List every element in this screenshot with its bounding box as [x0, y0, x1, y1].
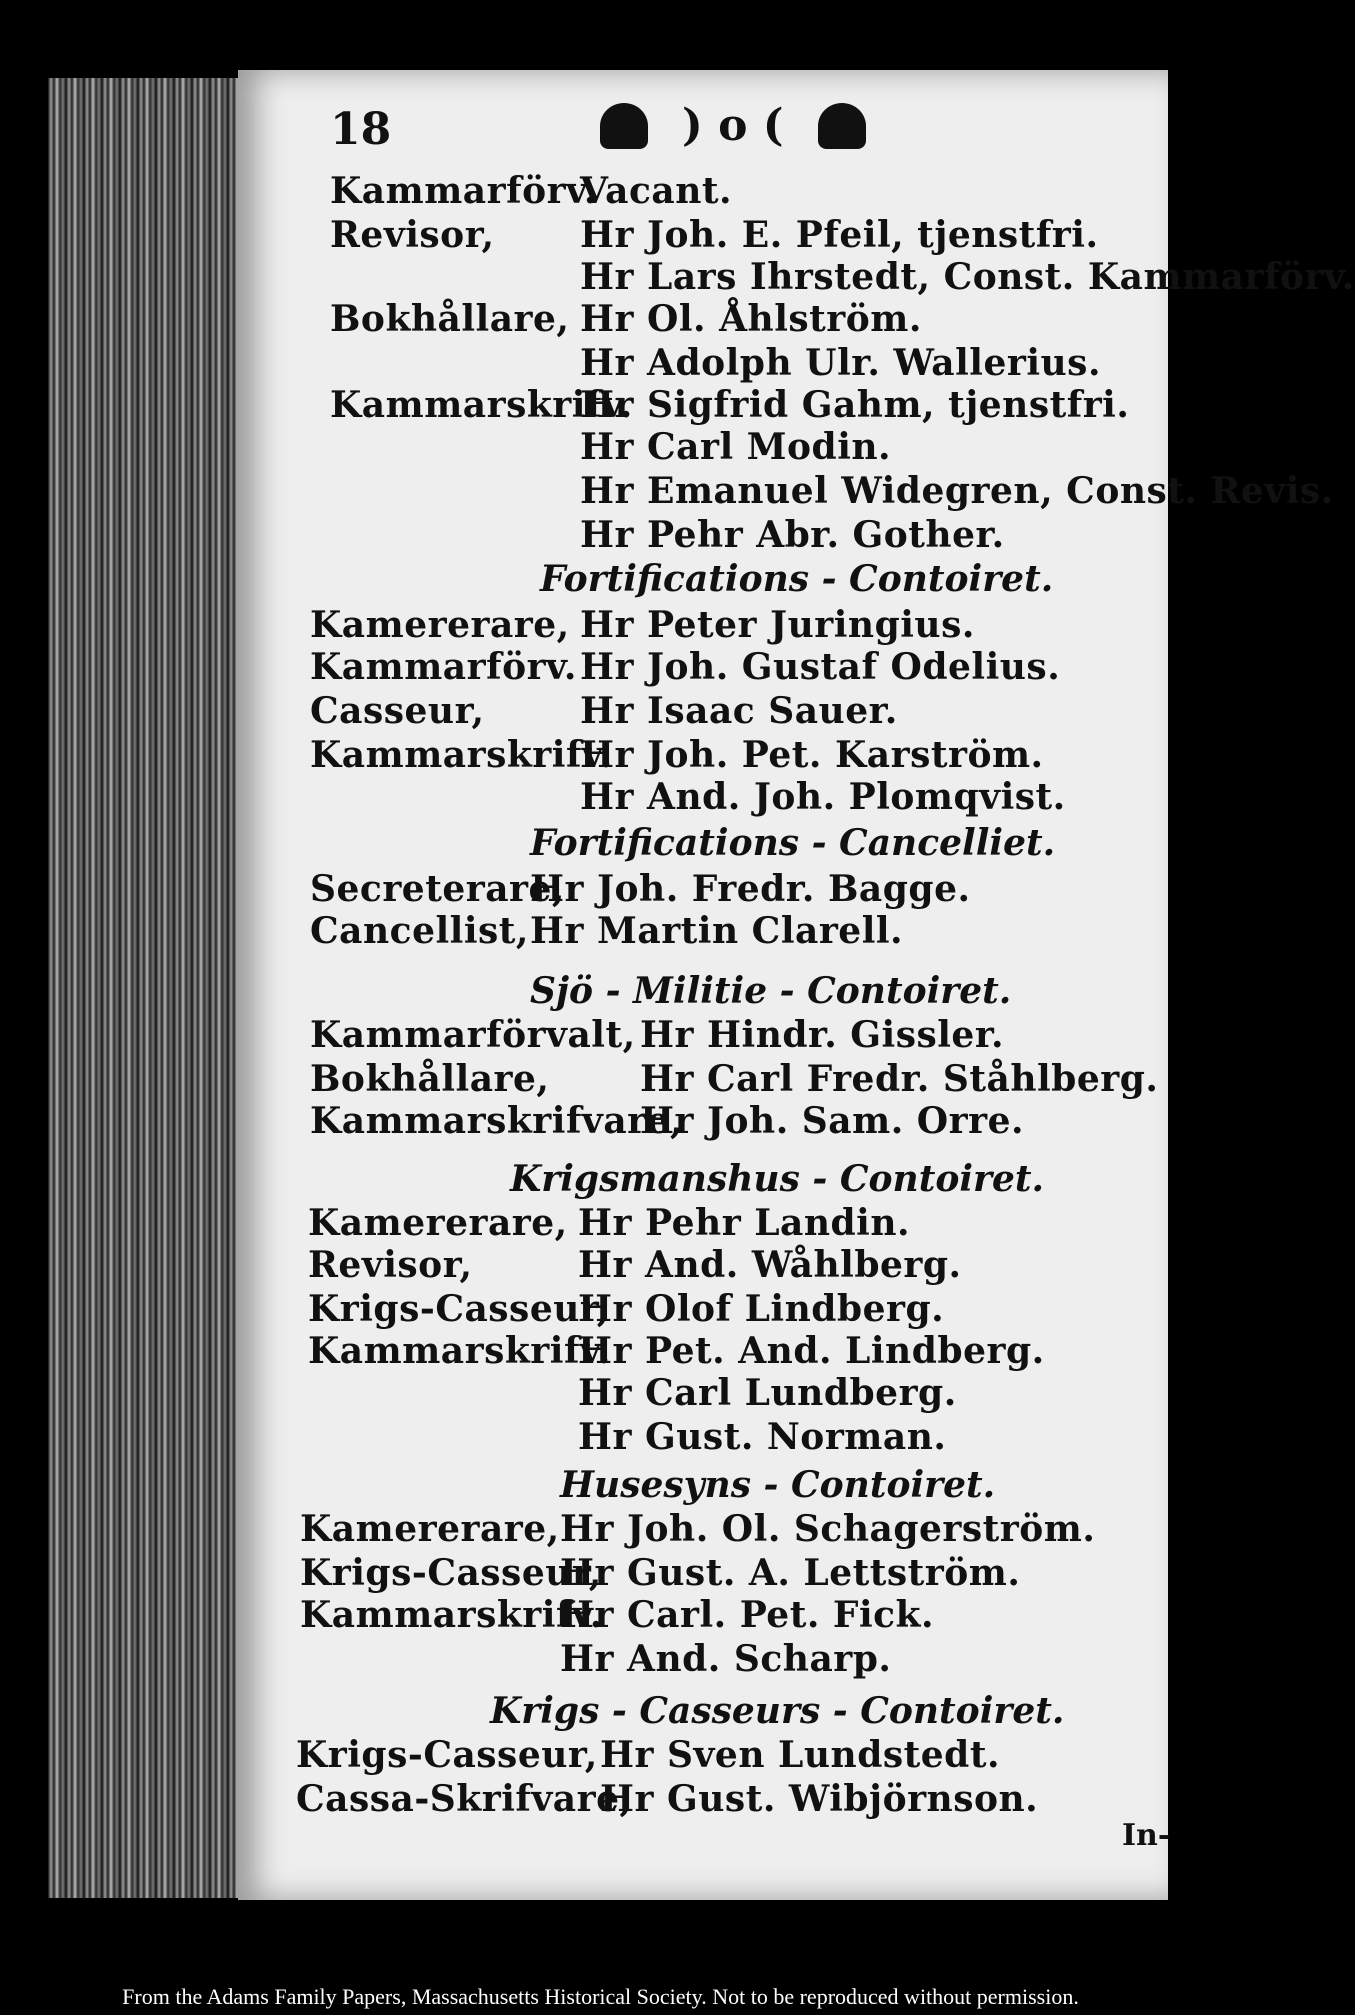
entry-name: Hr Joh. E. Pfeil, tjenstfri.: [580, 214, 1099, 256]
entry-name: Hr Joh. Pet. Karström.: [580, 734, 1044, 776]
entry-name: Hr Sven Lundstedt.: [600, 1734, 1001, 1776]
entry-role: Krigs-Casseur,: [300, 1552, 602, 1594]
entry-name: Hr Lars Ihrstedt, Const. Kammarförv.: [580, 256, 1355, 298]
entry-role: Kammarskrifv.: [300, 1594, 603, 1636]
entry-role: Revisor,: [308, 1244, 473, 1286]
entry-name: Hr Gust. Norman.: [578, 1416, 947, 1458]
entry-name: Hr And. Scharp.: [560, 1638, 892, 1680]
section-title: Sjö - Militie - Contoiret.: [530, 970, 1012, 1012]
entry-role: Kammarskrifv.: [308, 1330, 611, 1372]
entry-name: Hr Isaac Sauer.: [580, 690, 898, 732]
entry-role: Bokhållare,: [330, 298, 570, 340]
entry-name: Hr Gust. A. Lettström.: [560, 1552, 1021, 1594]
entry-role: Cassa-Skrifvare,: [296, 1778, 633, 1820]
entry-role: Krigs-Casseur,: [296, 1734, 598, 1776]
catchword: In-: [1122, 1818, 1171, 1853]
entry-role: Kammarskrifv.: [330, 384, 633, 426]
entry-name: Hr Adolph Ulr. Wallerius.: [580, 342, 1101, 384]
entry-role: Secreterare,: [310, 868, 565, 910]
entry-name: Hr Martin Clarell.: [530, 910, 904, 952]
shell-ornament-icon: [818, 103, 866, 149]
entry-role: Kamererare,: [308, 1202, 568, 1244]
entry-name: Hr Joh. Sam. Orre.: [640, 1100, 1025, 1142]
ornament-text: ) o (: [682, 100, 784, 151]
entry-role: Kammarskrifv.: [310, 734, 613, 776]
book-spine: [48, 78, 242, 1898]
entry-role: Revisor,: [330, 214, 495, 256]
entry-role: Kamererare,: [300, 1508, 560, 1550]
section-title: Fortifications - Cancelliet.: [530, 822, 1056, 864]
entry-role: Kammarförv.: [310, 646, 577, 688]
shell-ornament-icon: [600, 103, 648, 149]
section-title: Husesyns - Contoiret.: [560, 1464, 996, 1506]
entry-name: Hr Sigfrid Gahm, tjenstfri.: [580, 384, 1130, 426]
entry-role: Kammarskrifvare,: [310, 1100, 684, 1142]
entry-name: Hr Olof Lindberg.: [578, 1288, 945, 1330]
entry-name: Hr Hindr. Gissler.: [640, 1014, 1005, 1056]
entry-name: Hr Pehr Abr. Gother.: [580, 514, 1005, 556]
entry-name: Hr Pehr Landin.: [578, 1202, 911, 1244]
entry-name: Hr Gust. Wibjörnson.: [600, 1778, 1039, 1820]
entry-name: Hr And. Joh. Plomqvist.: [580, 776, 1066, 818]
header-ornament: [600, 100, 866, 151]
entry-role: Bokhållare,: [310, 1058, 550, 1100]
section-title: Krigs - Casseurs - Contoiret.: [490, 1690, 1065, 1732]
entry-name: Vacant.: [580, 170, 733, 212]
entry-role: Casseur,: [310, 690, 485, 732]
entry-name: Hr Carl Lundberg.: [578, 1372, 957, 1414]
entry-name: Hr Joh. Fredr. Bagge.: [530, 868, 971, 910]
entry-name: Hr Carl Fredr. Ståhlberg.: [640, 1058, 1159, 1100]
entry-name: Hr Joh. Ol. Schagerström.: [560, 1508, 1096, 1550]
entry-role: Kammarförvalt,: [310, 1014, 636, 1056]
entry-name: Hr Ol. Åhlström.: [580, 298, 922, 340]
footer-notice: From the Adams Family Papers, Massachusetts Historical Society. Not to be reproduced without permission.: [122, 1984, 1079, 2009]
entry-name: Hr And. Wåhlberg.: [578, 1244, 962, 1286]
entry-name: Hr Emanuel Widegren, Const. Revis.: [580, 470, 1334, 512]
entry-role: Kamererare,: [310, 604, 570, 646]
entry-name: Hr Carl Modin.: [580, 426, 892, 468]
entry-name: Hr Pet. And. Lindberg.: [578, 1330, 1045, 1372]
section-title: Fortifications - Contoiret.: [540, 558, 1054, 600]
entry-name: Hr Peter Juringius.: [580, 604, 975, 646]
entry-name: Hr Carl. Pet. Fick.: [560, 1594, 935, 1636]
entry-role: Krigs-Casseur,: [308, 1288, 610, 1330]
entry-role: Kammarförv.: [330, 170, 597, 212]
entry-role: Cancellist,: [310, 910, 529, 952]
page-number: 18: [330, 104, 392, 155]
section-title: Krigsmanshus - Contoiret.: [510, 1158, 1045, 1200]
entry-name: Hr Joh. Gustaf Odelius.: [580, 646, 1061, 688]
